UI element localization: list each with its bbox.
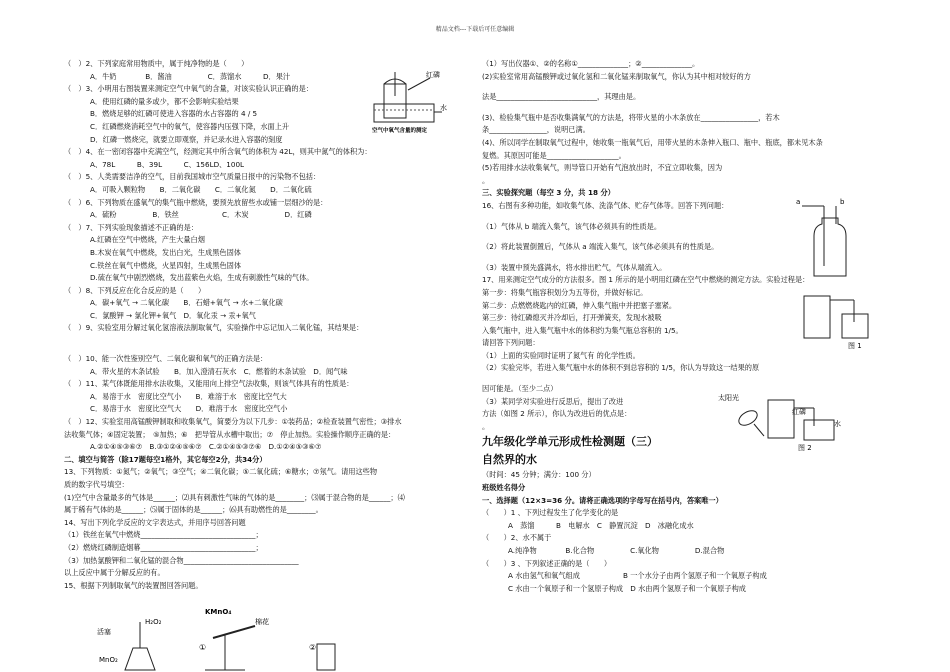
- page-header: 精品文档---下载后可任意编辑: [435, 26, 515, 33]
- red-phosphorus-label-2: 红磷: [792, 408, 806, 416]
- right-text-line: 因可能是。（至少二点）: [482, 384, 558, 394]
- left-text-line: （ ）6、下列物质在盛氧气的集气瓶中燃烧，要预先放留些水或铺一层细沙的是：: [64, 197, 328, 207]
- right-text-line: 方法（如图 2 所示），你认为改进后的优点是：: [482, 409, 632, 419]
- right-text-line: (4)、所以同学在制取氧气过程中，她收集一瓶氧气后，用带火星的木条伸入瓶口、瓶中、瓶底，都未见木条: [482, 137, 823, 147]
- left-text-line: A.②①④⑤③⑥⑦ B.③①②④⑤⑥⑦ C.②①④⑤③⑦⑥ D.①②④⑤③⑥⑦: [90, 442, 322, 452]
- left-text-line: （ ）10、能一次性鉴别空气、二氧化碳和氧气的正确方法是：: [64, 354, 268, 364]
- left-text-line: 属于稀有气体的是______；⑸属于固体的是______；⑹具有助燃性的是________。: [64, 505, 323, 515]
- right-text-line: A 水由氢气和氧气组成 B 一个水分子由两个氢原子和一个氧原子构成: [508, 571, 767, 581]
- right-text-line: （1）写出仪器①、②的名称①______________；②______________。: [482, 59, 700, 68]
- air-oxygen-caption: 空气中氧气含量的测定: [372, 128, 428, 134]
- left-text-line: A．牛奶 B．酱油 C．蒸馏水 D．果汁: [90, 71, 291, 81]
- air-oxygen-apparatus-figure: [370, 66, 450, 136]
- stopcock-label: 活塞: [97, 628, 111, 636]
- right-text-line: 16、右图有多种功能，如收集气体、洗涤气体、贮存气体等。回答下列问题：: [482, 200, 729, 210]
- left-column: [64, 58, 456, 592]
- left-text-line: （ ）8、下列反应在化合反应的是（ ）: [64, 285, 206, 295]
- right-text-line: （3）某同学对实验进行反思后，提出了改进: [482, 396, 624, 406]
- left-text-line: A．易溶于水 密度比空气小 B．难溶于水 密度比空气大: [90, 391, 287, 401]
- phosphorus-experiment-figure-1: [796, 282, 876, 352]
- left-text-line: （ ）12、实验室用高锰酸钾制取和收集氧气，简要分为以下几步：①装药品；②检查装置气密性；③排水: [64, 417, 402, 427]
- left-text-line: B.木炭在氧气中燃烧，发出白光，生成黑色固体: [90, 247, 241, 257]
- left-text-line: （ ）9、实验室用分解过氧化氢溶液法制取氧气，实验操作中忘记加入二氧化锰，其结果是：: [64, 323, 364, 333]
- right-text-line: 法是____________________________，其理由是。: [482, 92, 641, 102]
- right-text-line: 第二步：点燃燃烧匙内的红磷，伸入集气瓶中并把塞子塞紧。: [482, 300, 677, 310]
- right-text-line: C 水由一个氧原子和一个氢原子构成 D 水由两个氢原子和一个氧原子构成: [508, 583, 746, 593]
- water-label: 水: [440, 104, 447, 112]
- left-text-line: （ ）11、某气体既能用排水法收集，又能用向上排空气法收集，则该气体具有的性质是：: [64, 379, 354, 389]
- phosphorus-experiment-figure-2: [718, 388, 858, 452]
- left-text-line: C．氯酸钾 → 氯化钾+氧气 D．氧化汞 → 汞+氧气: [90, 310, 256, 320]
- right-text-line: 班级姓名得分: [482, 483, 526, 493]
- right-text-line: （2）实验完毕，若进入集气瓶中水的体积不到总容积的 1/5，你认为导致这一结果的原: [482, 363, 760, 373]
- right-text-line: (3)、检验集气瓶中是否收集满氧气的方法是，将带火星的小木条放在________________，若木: [482, 112, 780, 122]
- right-text-line: [482, 83, 878, 91]
- left-text-line: 以上反应中属于分解反应的有。: [64, 568, 165, 578]
- right-text-line: 条________________，说明已满。: [482, 125, 590, 135]
- right-text-line: 三、实验探究题（每空 3 分，共 18 分）: [482, 188, 615, 198]
- left-text-line: 二、填空与简答（除17题每空1格外，其它每空2分，共34分）: [64, 454, 267, 464]
- right-text-line: 入集气瓶中，进入集气瓶中水的体积约为集气瓶总容积的 1/5。: [482, 325, 683, 335]
- figure-1-caption: 图 1: [848, 342, 862, 350]
- right-text-line: 第三步：待红磷熄灭并冷却后，打开弹簧夹，发现水被吸: [482, 313, 662, 323]
- left-text-line: C.铁丝在氧气中燃烧，火星四射，生成黑色固体: [90, 260, 242, 270]
- cotton-label: 棉花: [255, 618, 269, 626]
- mno2-label: MnO₂: [99, 656, 118, 664]
- left-text-line: A、78L B、39L C、156LD、100L: [90, 159, 245, 169]
- right-text-line: （2）将此装置倒置后，气体从 a 端流入集气，该气体必须具有的性质是。: [482, 242, 719, 252]
- right-text-line: A.纯净物 B.化合物 C.氧化物 D.混合物: [508, 546, 725, 555]
- right-text-line: （ ）1 、下列过程发生了化学变化的是: [482, 508, 619, 518]
- gas-bottle-figure: [796, 196, 856, 278]
- left-text-line: A．带火星的木条试验 B．加入澄清石灰水 C．燃着的木条试验 D．闻气味: [90, 366, 348, 376]
- left-text-line: (1)空气中含量最多的气体是______；⑵具有刺激性气味的气体的是________；⑶属于混合物的是______；⑷: [64, 492, 405, 502]
- right-text-line: 17、用来测定空气成分的方法很多。图 1 所示的是小明用红磷在空气中燃烧的测定方法。实验过程是：: [482, 275, 810, 285]
- h2o2-label: H₂O₂: [145, 618, 162, 626]
- left-text-line: 14、写出下列化学反应的文字表达式，并用序号回答问题: [64, 517, 246, 527]
- instrument-2-label: ②: [309, 643, 317, 652]
- right-text-line: 复燃。其原因可能是____________________。: [482, 150, 626, 160]
- right-text-line: （时间：45 分钟；满分：100 分）: [482, 470, 596, 480]
- right-text-line: 九年级化学单元形成性检测题（三）: [482, 435, 658, 449]
- port-b-label: b: [840, 198, 845, 206]
- right-text-line: A 蒸馏 B 电解水 C 静置沉淀 D 冰融化成水: [508, 520, 694, 530]
- right-text-line: 第一步：将集气瓶容积划分为五等份，并做好标记。: [482, 287, 648, 297]
- left-text-line: （ ）5、人类需要洁净的空气，目前我国城市空气质量日报中的污染物不包括：: [64, 172, 321, 182]
- right-text-line: 请回答下列问题：: [482, 338, 540, 348]
- right-text-line: （1）气体从 b 端流入集气，该气体必须具有的性质是。: [482, 221, 662, 231]
- right-text-line: 自然界的水: [482, 453, 537, 467]
- left-text-line: 质的数字代号填空：: [64, 480, 129, 489]
- right-text-line: 一、选择题（12×3=36 分。请将正确选项的字母写在括号内，答案唯一）: [482, 495, 723, 505]
- right-text-line: [482, 375, 878, 383]
- kmno4-label: KMnO₄: [205, 608, 232, 616]
- figure-2-caption: 图 2: [798, 444, 812, 452]
- right-text-line: [482, 104, 878, 112]
- right-text-line: （1）上面的实验同时证明了氮气有 的化学性质。: [482, 350, 640, 360]
- left-text-line: A.红磷在空气中燃烧，产生大量白烟: [90, 235, 205, 245]
- left-text-line: 15、根据下列制取氧气的装置图回答问题。: [64, 580, 203, 590]
- left-text-line: A．碳+氧气 → 二氧化碳 B．石蜡+氧气 → 水+二氧化碳: [90, 298, 283, 308]
- water-label-2: 水: [834, 420, 841, 428]
- instrument-1-label: ①: [199, 643, 207, 652]
- right-text-line: （3）装置中预先盛满水，将水排出贮气，气体从端流入。: [482, 262, 667, 272]
- right-text-line: （ ）3 、下列叙述正确的是（ ）: [482, 558, 612, 568]
- left-text-line: C．红磷燃烧消耗空气中的氧气，使容器内压强下降，水面上升: [90, 121, 290, 131]
- left-text-line: （ ）3、小明用右图装置来测定空气中氧气的含量，对该实验认识正确的是：: [64, 84, 313, 94]
- right-text-line: 。: [482, 175, 490, 185]
- left-text-line: C．易溶于水 密度比空气大 D．难溶于水 密度比空气小: [90, 404, 288, 414]
- left-text-line: （ ）2、下列家庭常用物质中，属于纯净物的是（ ）: [64, 59, 249, 68]
- port-a-label: a: [796, 198, 801, 206]
- left-text-line: 法收集气体；④固定装置； ⑤加热；⑥ 把导管从水槽中取出；⑦ 停止加热。实验操作顺序正确的是：: [64, 429, 396, 439]
- right-text-line: (2)实验室常用高锰酸钾或过氧化氢和二氧化锰来制取氧气，你认为其中相对较好的方: [482, 71, 751, 81]
- left-text-line: 13、下列物质：①氮气；②氧气；③空气；④二氧化碳；⑤二氧化硫；⑥糖水；⑦氖气。请用这些物: [64, 467, 378, 477]
- left-text-line: （ ）4、在一密闭容器中充满空气，经测定其中所含氧气的体积为 42L，则其中氮气的体积为：: [64, 147, 372, 157]
- left-text-line: B．燃烧足够的红磷可使进入容器的水占容器的 4 / 5: [90, 109, 258, 119]
- left-text-line: A．使用红磷的量多或少，都不会影响实验结果: [90, 96, 239, 106]
- sunlight-label: 太阳光: [718, 394, 739, 402]
- right-text-line: （ ）2、水不属于: [482, 533, 552, 543]
- left-text-line: A．可吸入颗粒物 B．二氧化碳 C．二氧化氮 D．二氧化硫: [90, 184, 312, 194]
- right-text-line: (5)若用排水法收集氧气，则导管口开始有气泡放出时，不宜立即收集，因为: [482, 163, 723, 173]
- left-text-line: （2）燃烧红磷制造烟幕________________________________；: [64, 542, 263, 552]
- left-text-line: D．红磷一燃烧完，就要立即观察，并记录水进入容器的刻度: [90, 134, 283, 144]
- left-text-line: [64, 335, 456, 353]
- left-text-line: D.硫在氧气中剧烈燃烧，发出蓝紫色火焰，生成有刺激性气味的气体。: [90, 273, 314, 283]
- left-text-line: （3）加热氯酸钾和二氧化锰的混合物________________________________: [64, 555, 299, 565]
- left-text-line: （ ）7、下列实验现象描述不正确的是：: [64, 222, 198, 232]
- oxygen-preparation-figure: [95, 604, 355, 672]
- left-text-line: （1）铁丝在氧气中燃烧________________________________；: [64, 530, 263, 540]
- right-text-line: 。: [482, 421, 490, 431]
- left-text-line: A．硫粉 B．铁丝 C．木炭 D．红磷: [90, 210, 312, 220]
- red-phosphorus-label: 红磷: [426, 71, 440, 79]
